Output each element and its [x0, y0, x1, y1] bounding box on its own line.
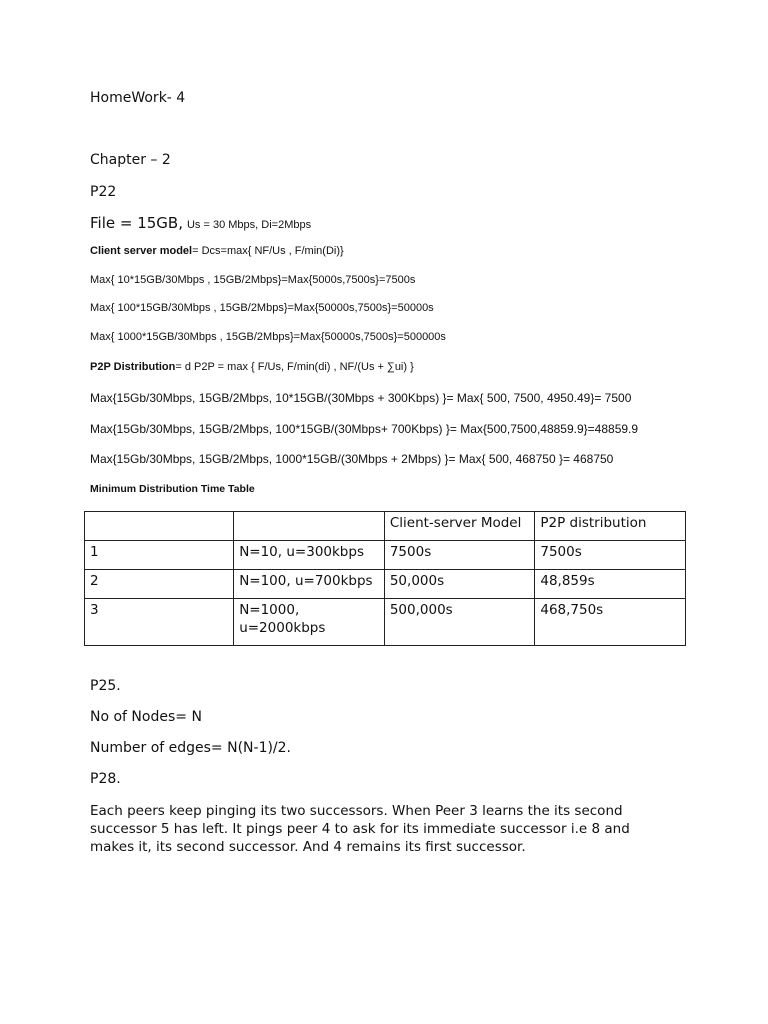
p2p-line	[90, 361, 414, 373]
client-server-label: Client server model	[90, 245, 193, 257]
table-cell: 50,000s	[384, 570, 535, 599]
edges-line: Number of edges= N(N-1)/2.	[90, 740, 292, 756]
p28-paragraph: Each peers keep pinging its two successors. When Peer 3 learns the its second successor 5 has left. It pings peer 4 to ask for its immediate successor i.e 8 and makes it, its second successor. And 4 remains its first successor.	[90, 803, 630, 855]
p2p-label: P2P Distribution	[90, 361, 176, 373]
table-title: Minimum Distribution Time Table	[90, 483, 255, 495]
table-cell: 2	[85, 570, 234, 599]
p2p-line-3: Max{15Gb/30Mbps, 15GB/2Mbps, 1000*15GB/(30Mbps + 2Mbps) }= Max{ 500, 468750 }= 468750	[90, 452, 614, 466]
table-cell: 468,750s	[535, 599, 686, 646]
cs-line-3: Max{ 1000*15GB/30Mbps , 15GB/2Mbps}=Max{50000s,7500s}=500000s	[90, 331, 446, 343]
p22-heading: P22	[90, 184, 117, 200]
table-header-cell: P2P distribution	[535, 512, 686, 541]
table-row	[85, 570, 686, 599]
document-title: HomeWork- 4	[90, 90, 186, 106]
table-cell: 1	[85, 541, 234, 570]
table-cell: 7500s	[535, 541, 686, 570]
table-cell: 48,859s	[535, 570, 686, 599]
table-cell: N=10, u=300kbps	[234, 541, 385, 570]
cs-line-2: Max{ 100*15GB/30Mbps , 15GB/2Mbps}=Max{50000s,7500s}=50000s	[90, 302, 434, 314]
file-params: Us = 30 Mbps, Di=2Mbps	[186, 219, 312, 231]
table-header-cell	[234, 512, 385, 541]
table-cell: N=100, u=700kbps	[234, 570, 385, 599]
cs-line-1: Max{ 10*15GB/30Mbps , 15GB/2Mbps}=Max{5000s,7500s}=7500s	[90, 274, 416, 286]
p25-heading: P25.	[90, 678, 121, 694]
table-header-cell	[85, 512, 234, 541]
table-cell: 3	[85, 599, 234, 646]
distribution-time-table	[84, 511, 686, 646]
file-label: File = 15GB,	[90, 214, 183, 232]
p28-heading: P28.	[90, 771, 121, 787]
table-row	[85, 599, 686, 646]
nodes-line: No of Nodes= N	[90, 709, 202, 725]
chapter-heading: Chapter – 2	[90, 152, 171, 168]
file-line	[90, 214, 311, 233]
client-server-line	[90, 245, 344, 257]
table-cell: 500,000s	[384, 599, 535, 646]
table-header-cell: Client-server Model	[384, 512, 535, 541]
p2p-line-2: Max{15Gb/30Mbps, 15GB/2Mbps, 100*15GB/(30Mbps+ 700Kbps) }= Max{500,7500,48859.9}=48859.9	[90, 422, 639, 436]
p2p-line-1: Max{15Gb/30Mbps, 15GB/2Mbps, 10*15GB/(30Mbps + 300Kbps) }= Max{ 500, 7500, 4950.49}= 7500	[90, 391, 632, 405]
table-cell: 7500s	[384, 541, 535, 570]
table-header-row	[85, 512, 686, 541]
table-row	[85, 541, 686, 570]
table-cell: N=1000, u=2000kbps	[234, 599, 385, 646]
client-server-formula: = Dcs=max{ NF/Us , F/min(Di)}	[192, 245, 344, 257]
p2p-formula: = d P2P = max { F/Us, F/min(di) , NF/(Us + ∑ui) }	[175, 361, 414, 373]
